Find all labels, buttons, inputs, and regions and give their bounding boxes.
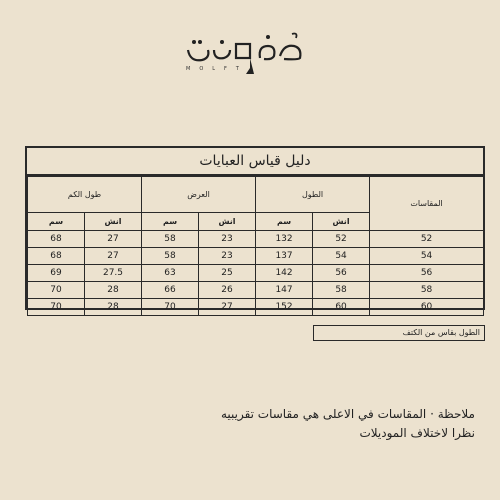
header-sizes: المقاسات xyxy=(370,177,484,231)
subheader-inch: انش xyxy=(313,213,370,231)
cell-size: 54 xyxy=(370,248,484,265)
cell-width-cm: 70 xyxy=(142,299,199,316)
header-sleeve-length: طول الكم xyxy=(28,177,142,213)
cell-length-inch: 54 xyxy=(313,248,370,265)
cell-sleeve-cm: 70 xyxy=(28,282,85,299)
table-row xyxy=(28,282,484,299)
cell-size: 52 xyxy=(370,231,484,248)
cell-sleeve-cm: 70 xyxy=(28,299,85,316)
cell-sleeve-cm: 69 xyxy=(28,265,85,282)
cell-width-cm: 66 xyxy=(142,282,199,299)
cell-sleeve-inch: 27 xyxy=(85,231,142,248)
cell-width-cm: 58 xyxy=(142,248,199,265)
table-row xyxy=(28,265,484,282)
cell-length-inch: 56 xyxy=(313,265,370,282)
cell-length-inch: 58 xyxy=(313,282,370,299)
subheader-cm: سم xyxy=(142,213,199,231)
cell-width-inch: 25 xyxy=(199,265,256,282)
cell-sleeve-inch: 28 xyxy=(85,299,142,316)
cell-sleeve-inch: 27 xyxy=(85,248,142,265)
footnote-line-1: ملاحظة · المقاسات في الاعلى هي مقاسات تقريبيه xyxy=(220,407,475,421)
footnote xyxy=(100,405,475,443)
brand-letters: MOLFT xyxy=(186,66,248,72)
table-row xyxy=(28,299,484,316)
cell-length-cm: 152 xyxy=(256,299,313,316)
footnote-line-2: نظرا لاختلاف الموديلات xyxy=(359,426,475,440)
cell-length-cm: 147 xyxy=(256,282,313,299)
cell-width-inch: 27 xyxy=(199,299,256,316)
cell-length-cm: 142 xyxy=(256,265,313,282)
cell-length-inch: 60 xyxy=(313,299,370,316)
cell-width-cm: 58 xyxy=(142,231,199,248)
header-length: الطول xyxy=(256,177,370,213)
cell-size: 56 xyxy=(370,265,484,282)
cell-sleeve-inch: 28 xyxy=(85,282,142,299)
subheader-cm: سم xyxy=(256,213,313,231)
table-row xyxy=(28,248,484,265)
cell-sleeve-inch: 27.5 xyxy=(85,265,142,282)
cell-length-cm: 137 xyxy=(256,248,313,265)
cell-sleeve-cm: 68 xyxy=(28,248,85,265)
chart-title: دليل قياس العبايات xyxy=(27,148,483,176)
length-note: الطول بقاس من الكتف xyxy=(313,325,485,341)
subheader-cm: سم xyxy=(28,213,85,231)
cell-width-inch: 26 xyxy=(199,282,256,299)
cell-sleeve-cm: 68 xyxy=(28,231,85,248)
cell-length-cm: 132 xyxy=(256,231,313,248)
cell-size: 60 xyxy=(370,299,484,316)
size-table xyxy=(27,176,484,316)
cell-size: 58 xyxy=(370,282,484,299)
subheader-inch: انش xyxy=(199,213,256,231)
cell-width-inch: 23 xyxy=(199,248,256,265)
size-chart xyxy=(25,146,485,310)
subheader-inch: انش xyxy=(85,213,142,231)
header-width: العرض xyxy=(142,177,256,213)
table-row xyxy=(28,231,484,248)
cell-length-inch: 52 xyxy=(313,231,370,248)
cell-width-cm: 63 xyxy=(142,265,199,282)
cell-width-inch: 23 xyxy=(199,231,256,248)
